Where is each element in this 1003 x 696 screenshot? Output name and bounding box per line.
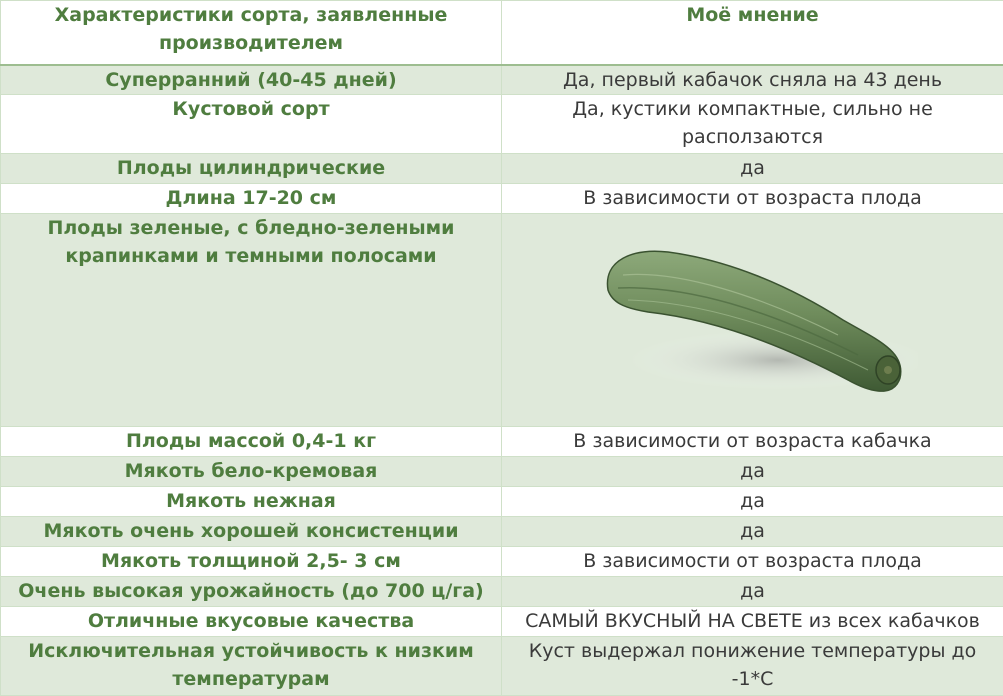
row-characteristic: Мякоть нежная [1, 487, 502, 517]
row-opinion-image [502, 214, 1003, 427]
row-opinion: Да, кустики компактные, сильно не расползаются [502, 95, 1003, 154]
header-opinion: Моё мнение [502, 1, 1003, 65]
row-opinion: да [502, 457, 1003, 487]
row-opinion: да [502, 577, 1003, 607]
row-opinion: Куст выдержал понижение температуры до -1*С [502, 637, 1003, 696]
row-characteristic: Мякоть очень хорошей консистенции [1, 517, 502, 547]
row-opinion: да [502, 487, 1003, 517]
row-characteristic: Суперранний (40-45 дней) [1, 65, 502, 95]
row-characteristic: Отличные вкусовые качества [1, 607, 502, 637]
row-characteristic: Очень высокая урожайность (до 700 ц/га) [1, 577, 502, 607]
row-opinion: да [502, 154, 1003, 184]
row-characteristic: Плоды зеленые, с бледно-зелеными крапинками и темными полосами [1, 214, 502, 427]
table-row [1, 214, 1003, 427]
row-opinion: да [502, 517, 1003, 547]
row-characteristic: Длина 17-20 см [1, 184, 502, 214]
row-characteristic: Мякоть бело-кремовая [1, 457, 502, 487]
table-row [1, 607, 1003, 637]
table-row [1, 637, 1003, 696]
row-opinion: В зависимости от возраста плода [502, 547, 1003, 577]
table-row [1, 547, 1003, 577]
zucchini-image [588, 230, 918, 410]
header-characteristics: Характеристики сорта, заявленные производителем [1, 1, 502, 65]
table-row [1, 154, 1003, 184]
table-row [1, 184, 1003, 214]
table-row [1, 487, 1003, 517]
table-row [1, 577, 1003, 607]
table-row [1, 95, 1003, 154]
row-characteristic: Исключительная устойчивость к низким температурам [1, 637, 502, 696]
table-row [1, 427, 1003, 457]
row-opinion: В зависимости от возраста кабачка [502, 427, 1003, 457]
row-opinion: Да, первый кабачок сняла на 43 день [502, 65, 1003, 95]
row-characteristic: Кустовой сорт [1, 95, 502, 154]
table-row [1, 457, 1003, 487]
row-characteristic: Плоды цилиндрические [1, 154, 502, 184]
row-opinion: САМЫЙ ВКУСНЫЙ НА СВЕТЕ из всех кабачков [502, 607, 1003, 637]
row-opinion: В зависимости от возраста плода [502, 184, 1003, 214]
table-row [1, 65, 1003, 95]
table-row [1, 517, 1003, 547]
row-characteristic: Мякоть толщиной 2,5- 3 см [1, 547, 502, 577]
row-characteristic: Плоды массой 0,4-1 кг [1, 427, 502, 457]
